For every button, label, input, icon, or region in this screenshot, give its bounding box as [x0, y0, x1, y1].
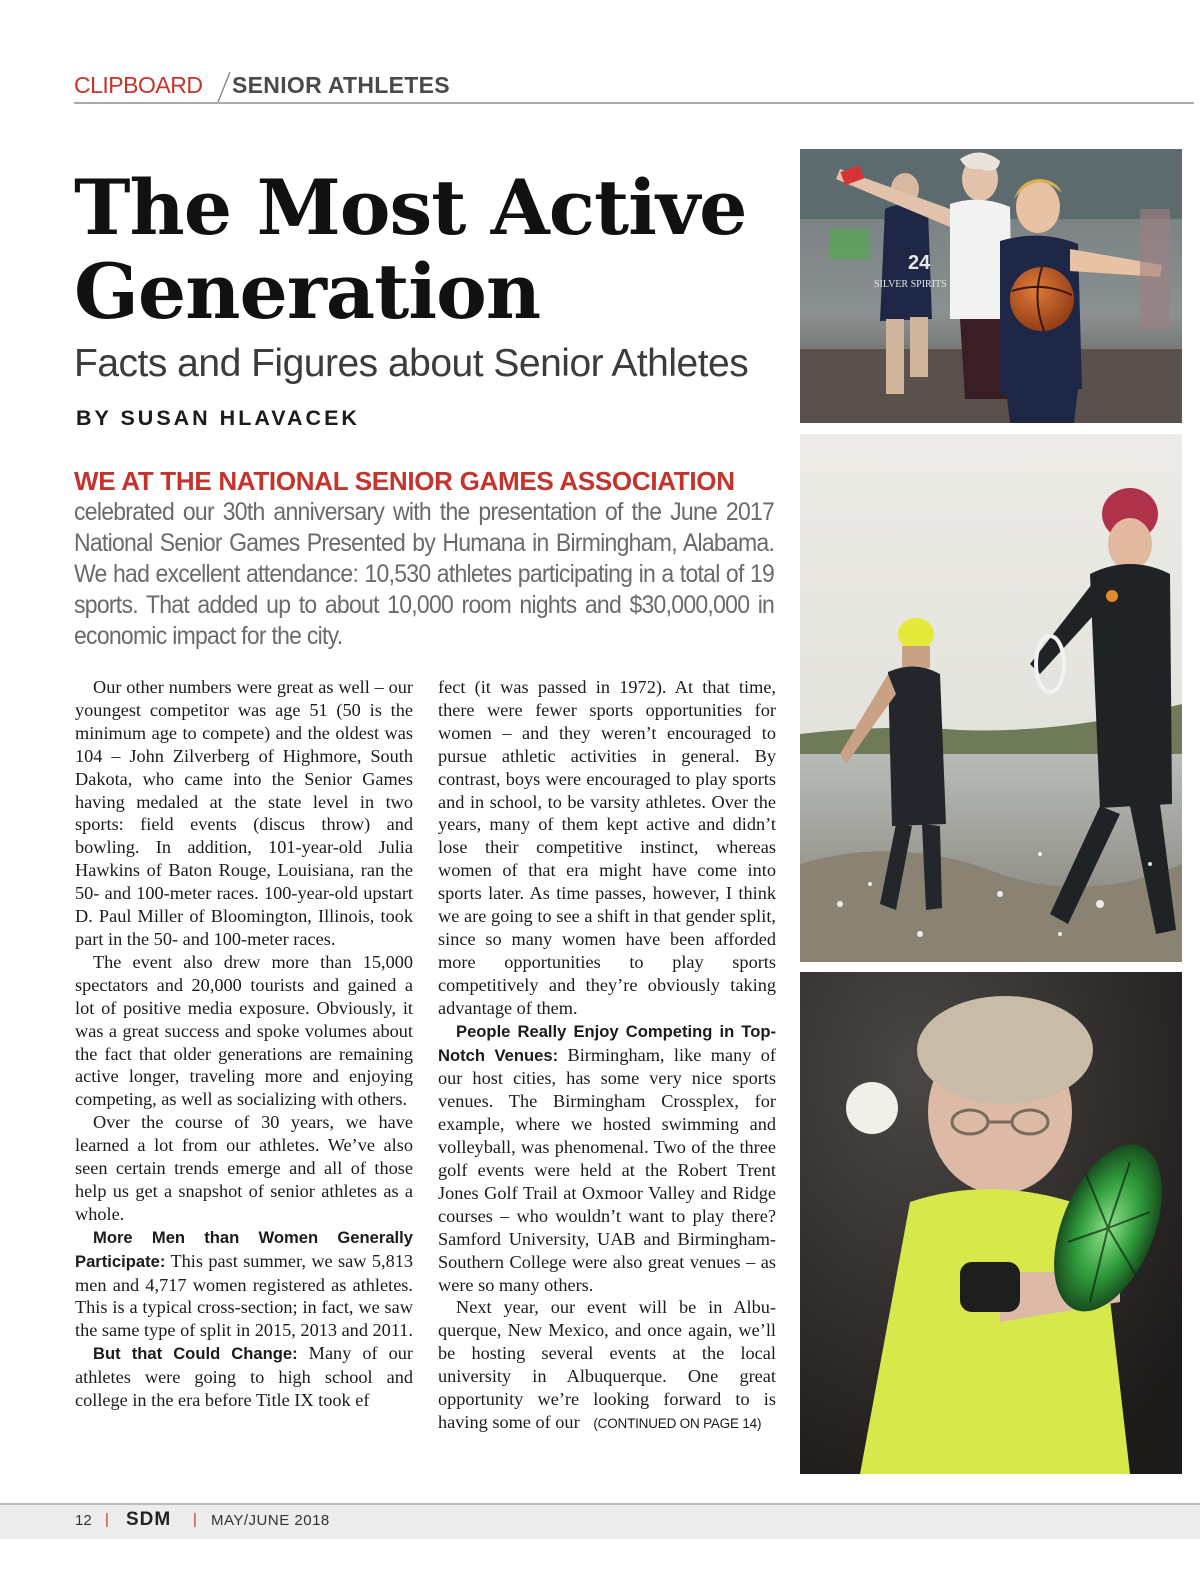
- run-in-heading: But that Could Change:: [93, 1344, 298, 1364]
- title-line-1: The Most Active: [74, 163, 747, 252]
- lead-text: celebrated our 30th anniversary with the presentation of the June 2017 National Senior Games Presented by Humana in Birmingham, Alabama. We had excellent attendance: 10,530 athletes participating in a total of 19 sports. That added up to about 10,000 room nights and $30,000,000 in economic impact for the city.: [74, 498, 775, 650]
- running-header: [74, 70, 1194, 104]
- run-in-heading: People Really Enjoy Competing in Top-Notch Venues:: [438, 1021, 776, 1065]
- issue-date: MAY/JUNE 2018: [211, 1512, 330, 1529]
- section-name: CLIPBOARD: [74, 72, 203, 98]
- paragraph-text: This past summer, we saw 5,813 men and 4,717 women registered as athletes. This is a typical cross-section; in fact, we saw the same type of split in 2015, 2013 and 2011.: [75, 1250, 413, 1341]
- lead-headline: WE AT THE NATIONAL SENIOR GAMES ASSOCIATION: [74, 466, 735, 496]
- body-paragraph: [438, 1296, 776, 1435]
- body-paragraph: [438, 1020, 776, 1297]
- footer-separator: |: [105, 1511, 109, 1528]
- jersey-number: 24: [908, 252, 931, 274]
- run-in-heading: More Men than Women Generally Participate:: [75, 1227, 413, 1271]
- magazine-name: SDM: [126, 1509, 172, 1530]
- header-rule: [74, 102, 1194, 104]
- page-number: 12: [75, 1512, 92, 1529]
- footer-separator: |: [193, 1511, 197, 1528]
- photo-pickleball: [800, 972, 1182, 1474]
- body-paragraph: [75, 1342, 413, 1412]
- body-column-1: [75, 676, 413, 1412]
- lead-paragraph: [74, 466, 774, 652]
- body-paragraph: Over the course of 30 years, we have learned a lot from our athletes. We’ve also seen certain trends emerge and all of those help us get a snapshot of senior athletes as a whole.: [75, 1112, 413, 1224]
- photo-triathletes: [800, 434, 1182, 962]
- title-line-2: Generation: [74, 247, 541, 336]
- body-paragraph: [75, 1226, 413, 1343]
- article-subtitle: Facts and Figures about Senior Athletes: [74, 342, 749, 385]
- paragraph-text: Many of our athletes were going to high school and college in the era before Title IX took ef: [75, 1343, 413, 1411]
- continued-note: (CONTINUED ON PAGE 14): [593, 1416, 762, 1431]
- footer-bar: [0, 1503, 1200, 1539]
- body-paragraph: The event also drew more than 15,000 spectators and 20,000 tourists and gained a lot of positive media exposure. Obviously, it was a great success and spoke volumes about the fact that older generations are remaining active longer, traveling more and enjoying competing, as well as socializing with others.: [75, 951, 413, 1110]
- photo-basketball: [800, 149, 1182, 423]
- body-column-2: [438, 676, 776, 1436]
- paragraph-text: Next year, our event will be in Albuquerque, New Mexico, and once again, we’ll be hosting several events at the local university in Albuquerque. One great opportunity we’re looking forward to is having some of our: [438, 1297, 776, 1432]
- jersey-text: SILVER SPIRITS: [874, 279, 947, 290]
- body-paragraph: fect (it was passed in 1972). At that time, there were fewer sports opportunities for women – and they weren’t encouraged to pursue athletic activities in general. By contrast, boys were encouraged to play sports and in school, to be varsity athletes. Over the years, many of them kept active and didn’t lose their competitive instinct, whereas women of that era might have come into sports later. As time passes, however, I think we are going to see a shift in that gender split, since so many women have been afforded more opportunities to play sports competitively and they’re obviously taking advantage of them.: [438, 677, 776, 1018]
- section-topic: SENIOR ATHLETES: [232, 72, 450, 98]
- byline: BY SUSAN HLAVACEK: [76, 406, 360, 430]
- article-title: [74, 163, 794, 336]
- body-paragraph: Our other numbers were great as well – our youngest competitor was age 51 (50 is the minimum age to compete) and the oldest was 104 – John Zilverberg of Highmore, South Dakota, who came into the Senior Games having medaled at the state level in two sports: field events (discus throw) and bowling. In addition, 101-year-old Julia Hawkins of Baton Rouge, Louisiana, ran the 50- and 100-meter races. 100-year-old upstart D. Paul Miller of Bloomington, Illinois, took part in the 50- and 100-meter races.: [75, 677, 413, 949]
- paragraph-text: Birmingham, like many of our host cities, has some very nice sports venues. The Birmingham Crossplex, for example, where we hosted swimming and volleyball, was phenomenal. Two of the three golf events were held at the Robert Trent Jones Golf Trail at Oxmoor Valley and Ridge courses – who wouldn’t want to play there? Samford University, UAB and Birmingham-Southern College were also great venues – as were so many others.: [438, 1044, 776, 1295]
